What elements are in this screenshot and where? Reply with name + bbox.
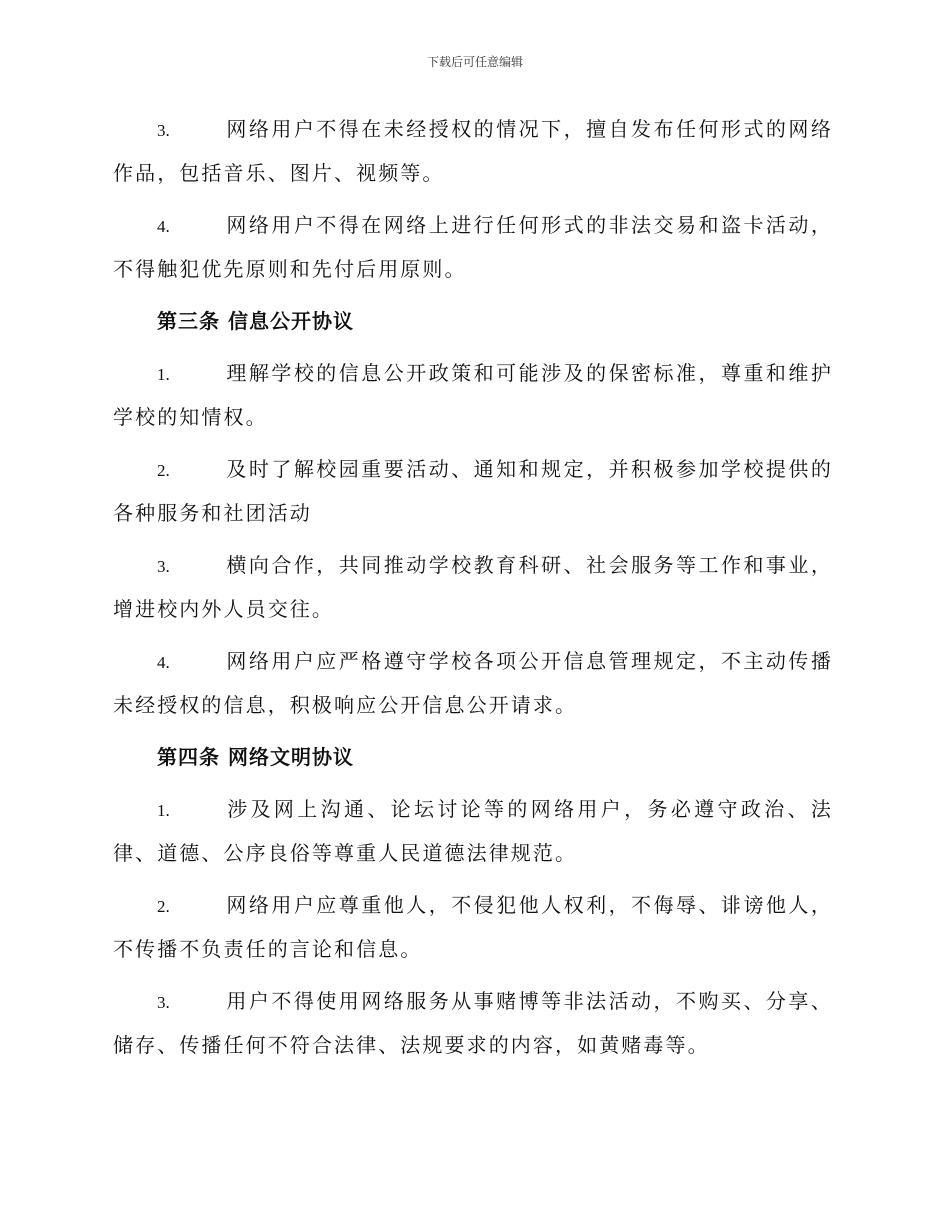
item-text: 网络用户不得在网络上进行任何形式的非法交易和盗卡活动，不得触犯优先原则和先付后用原则。 [113, 213, 833, 281]
item-number: 3. [157, 121, 170, 140]
item-number: 4. [157, 217, 170, 236]
list-item [113, 448, 833, 534]
page-header: 下载后可任意编辑 [426, 55, 523, 69]
list-item [113, 204, 833, 290]
list-item [113, 980, 833, 1066]
item-text: 横向合作，共同推动学校教育科研、社会服务等工作和事业，增进校内外人员交往。 [113, 553, 833, 621]
item-number: 1. [157, 365, 170, 384]
list-item [113, 788, 833, 874]
list-item [113, 352, 833, 438]
item-text: 网络用户应严格遵守学校各项公开信息管理规定，不主动传播未经授权的信息，积极响应公开信息公开请求。 [113, 649, 833, 717]
item-number: 4. [157, 653, 170, 672]
section-title: 第四条 网络文明协议 [157, 745, 354, 769]
document-body [113, 108, 833, 1076]
section-title: 第三条 信息公开协议 [157, 309, 354, 333]
item-number: 3. [157, 993, 170, 1012]
item-text: 理解学校的信息公开政策和可能涉及的保密标准，尊重和维护学校的知情权。 [113, 361, 833, 429]
item-text: 网络用户应尊重他人，不侵犯他人权利，不侮辱、诽谤他人，不传播不负责任的言论和信息。 [113, 893, 833, 961]
list-item [113, 544, 833, 630]
list-item [113, 884, 833, 970]
item-number: 1. [157, 801, 170, 820]
item-text: 网络用户不得在未经授权的情况下，擅自发布任何形式的网络作品，包括音乐、图片、视频等。 [113, 117, 833, 185]
item-text: 及时了解校园重要活动、通知和规定，并积极参加学校提供的各种服务和社团活动 [113, 457, 833, 525]
item-text: 用户不得使用网络服务从事赌博等非法活动，不购买、分享、储存、传播任何不符合法律、法规要求的内容，如黄赌毒等。 [113, 989, 833, 1057]
list-item [113, 108, 833, 194]
item-number: 2. [157, 461, 170, 480]
item-number: 2. [157, 897, 170, 916]
item-number: 3. [157, 557, 170, 576]
item-text: 涉及网上沟通、论坛讨论等的网络用户，务必遵守政治、法律、道德、公序良俗等尊重人民道德法律规范。 [113, 797, 833, 865]
list-item [113, 640, 833, 726]
